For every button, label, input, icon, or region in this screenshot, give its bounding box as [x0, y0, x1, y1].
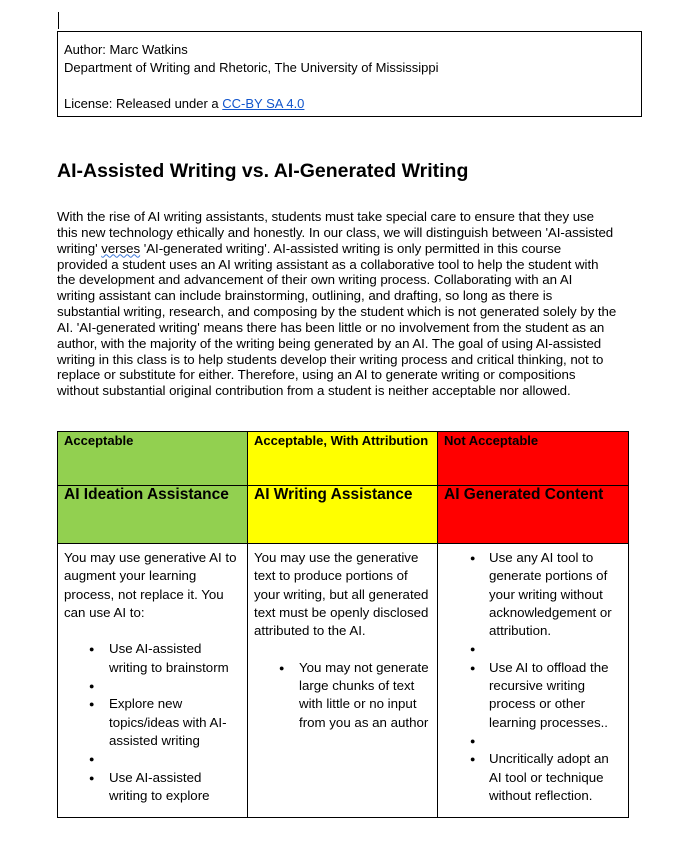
- paragraph-line: replace or substitute for either. Therefore, using an AI to generate writing or compositions: [57, 367, 576, 383]
- list-item: ● Use AI-assisted writing to brainstorm: [64, 640, 241, 677]
- list-item: ● Explore new topics/ideas with AI-assisted writing: [64, 695, 241, 750]
- cell-generated-content: [438, 544, 629, 818]
- subheader-ideation: AI Ideation Assistance: [58, 486, 248, 544]
- cell-intro: You may use generative AI to augment your learning process, not replace it. You can use AI to:: [64, 550, 237, 620]
- license-link[interactable]: CC-BY SA 4.0: [222, 96, 305, 111]
- list-item: ● Uncritically adopt an AI tool or technique without reflection.: [444, 750, 622, 805]
- table-subheader-row: [58, 486, 629, 544]
- paragraph-fragment: writing': [57, 240, 98, 256]
- text-cursor: [58, 12, 59, 29]
- cell-intro: You may use the generative text to produce portions of your writing, but all generated text must be openly disclosed attributed to the AI.: [254, 550, 429, 639]
- cell-writing-assistance: [248, 544, 438, 818]
- cell-ideation: [58, 544, 248, 818]
- spelling-flag-word[interactable]: verses: [101, 240, 141, 256]
- paragraph-fragment: 'AI-generated writing'. AI-assisted writing is only permitted in this course: [140, 240, 562, 256]
- paragraph-line: With the rise of AI writing assistants, students must take special care to ensure that they use: [57, 209, 594, 224]
- paragraph-line: without substantial original contribution from a student is neither acceptable nor allowed.: [57, 383, 571, 399]
- subheader-generated-content: AI Generated Content: [438, 486, 629, 544]
- list-item: ● Use AI-assisted writing to explore: [64, 769, 241, 806]
- subheader-writing-assistance: AI Writing Assistance: [248, 486, 438, 544]
- author-info-box: [57, 31, 642, 117]
- table-header-row: [58, 432, 629, 486]
- paragraph-line: substantial writing, research, and composing by the student which is not generated solely by the: [57, 304, 617, 320]
- license-line: [64, 95, 635, 113]
- header-acceptable: Acceptable: [58, 432, 248, 486]
- list-item: ● Use AI to offload the recursive writing process or other learning processes..: [444, 659, 622, 732]
- paragraph-line: this new technology ethically and honestly. In our class, we will distinguish between 'AI-assisted: [57, 224, 614, 240]
- paragraph-line: [57, 241, 647, 257]
- paragraph-line: AI. 'AI-generated writing' means there has been little or no involvement from the student as an: [57, 319, 605, 335]
- page-title: AI-Assisted Writing vs. AI-Generated Writing: [57, 160, 469, 182]
- intro-paragraph: [57, 209, 647, 399]
- header-not-acceptable: Not Acceptable: [438, 432, 629, 486]
- ai-use-rubric-table: [57, 431, 629, 818]
- list-item: ● Use any AI tool to generate portions of your writing without acknowledgement or attribution.: [444, 549, 622, 640]
- paragraph-line: author, with the majority of the writing being generated by an AI. The goal of using AI-assisted: [57, 335, 602, 351]
- paragraph-line: provided a student uses an AI writing assistant as a collaborative tool to help the student with: [57, 256, 599, 272]
- department-line: Department of Writing and Rhetoric, The University of Mississippi: [64, 60, 439, 75]
- license-prefix: License: Released under a: [64, 96, 223, 111]
- paragraph-line: the development and advancement of their own writing process. Collaborating with an AI: [57, 272, 573, 288]
- author-line: Author: Marc Watkins: [64, 42, 188, 57]
- table-content-row: [58, 544, 629, 818]
- paragraph-line: writing in this class is to help students develop their writing process and critical thinking, not to: [57, 351, 604, 367]
- paragraph-line: writing assistant can include brainstorming, outlining, and drafting, so long as there is: [57, 288, 553, 304]
- header-acceptable-with-attribution: Acceptable, With Attribution: [248, 432, 438, 486]
- list-item: ● You may not generate large chunks of text with little or no input from you as an author: [254, 659, 431, 732]
